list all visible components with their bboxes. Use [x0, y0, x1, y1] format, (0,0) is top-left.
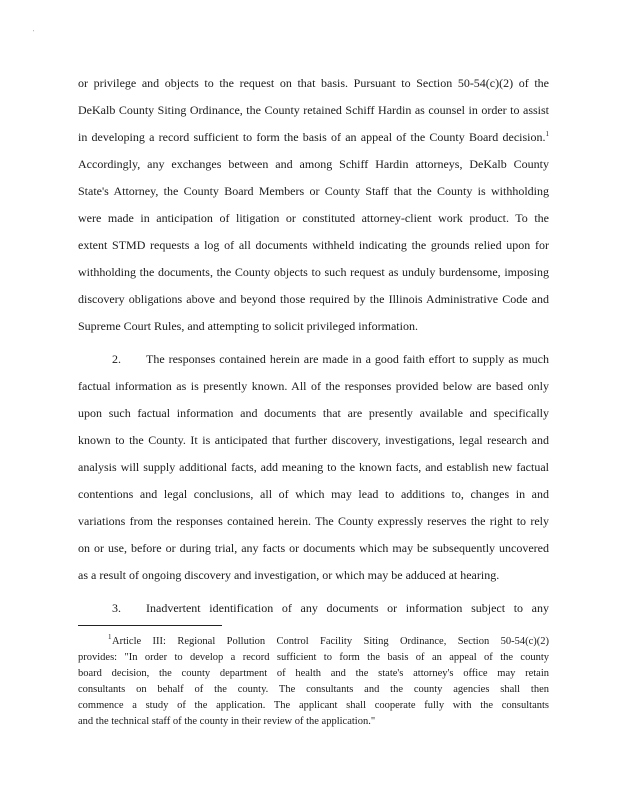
paragraph-number: 3. [112, 601, 121, 615]
footnote-line: commence a study of the application. The applicant shall cooperate fully with the consultants [78, 700, 549, 711]
body-line: were made in anticipation of litigation or constituted attorney-client work product. To the [78, 211, 549, 225]
paragraph-number: 2. [112, 352, 121, 366]
body-line [78, 130, 549, 144]
page-mark: ' [33, 30, 35, 36]
body-line: contentions and legal conclusions, all of which may lead to additions to, changes in and [78, 487, 549, 501]
footnote-number: 1 [108, 633, 112, 641]
footnote-line: board decision, the county department of health and the state's attorney's office may retain [78, 668, 549, 679]
footnote-line: and the technical staff of the county in their review of the application." [78, 716, 376, 727]
body-line: State's Attorney, the County Board Members or County Staff that the County is withholding [78, 184, 549, 198]
body-line: The responses contained herein are made in a good faith effort to supply as much [146, 352, 549, 366]
body-line: discovery obligations above and beyond those required by the Illinois Administrative Code and [78, 292, 549, 306]
footnote-line: Article III: Regional Pollution Control Facility Siting Ordinance, Section 50-54(c)(2) [112, 636, 549, 647]
body-line: upon such factual information and documents that are presently available and specifically [78, 406, 549, 420]
footnote-divider [78, 625, 222, 626]
body-line: Inadvertent identification of any documents or information subject to any [146, 601, 549, 615]
body-line: on or use, before or during trial, any facts or documents which may be subsequently uncovered [78, 541, 549, 555]
body-line: Accordingly, any exchanges between and among Schiff Hardin attorneys, DeKalb County [78, 157, 549, 171]
body-line: or privilege and objects to the request on that basis. Pursuant to Section 50-54(c)(2) of the [78, 76, 549, 90]
body-line: Supreme Court Rules, and attempting to solicit privileged information. [78, 319, 418, 333]
footnote-ref: 1 [545, 130, 549, 138]
body-line: factual information as is presently known. All of the responses provided below are based only [78, 379, 549, 393]
body-line-text: in developing a record sufficient to form the basis of an appeal of the County Board decision. [78, 130, 546, 144]
footnote-line: consultants on behalf of the county. The consultants and the county agencies shall then [78, 684, 549, 695]
body-line: extent STMD requests a log of all documents withheld indicating the grounds relied upon for [78, 238, 549, 252]
body-line: known to the County. It is anticipated that further discovery, investigations, legal research and [78, 433, 549, 447]
body-line: DeKalb County Siting Ordinance, the County retained Schiff Hardin as counsel in order to assist [78, 103, 549, 117]
body-line: withholding the documents, the County objects to such request as unduly burdensome, imposing [78, 265, 549, 279]
body-line: variations from the responses contained herein. The County expressly reserves the right to rely [78, 514, 549, 528]
body-line: as a result of ongoing discovery and investigation, or which may be adduced at hearing. [78, 568, 500, 582]
body-line: analysis will supply additional facts, add meaning to the known facts, and establish new factual [78, 460, 549, 474]
footnote-line: provides: "In order to develop a record sufficient to form the basis of an appeal of the county [78, 652, 549, 663]
